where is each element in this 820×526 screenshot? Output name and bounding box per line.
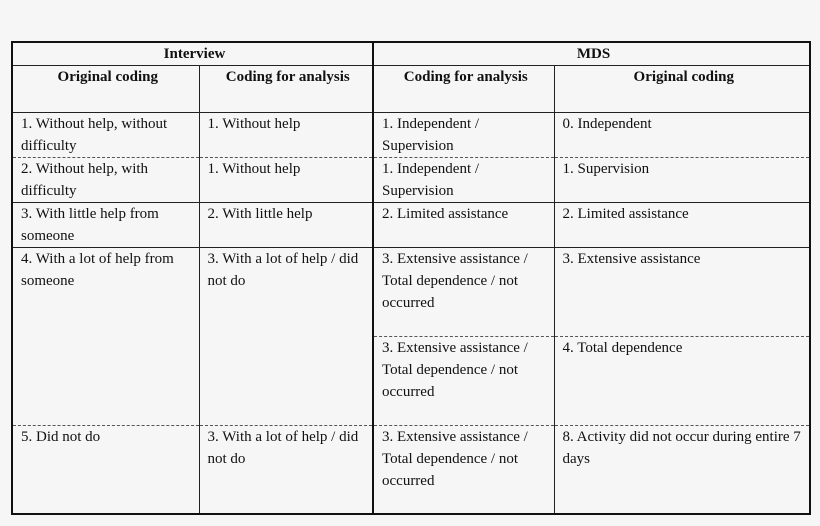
cell-mds-original: 1. Supervision bbox=[554, 158, 810, 203]
table-row bbox=[12, 426, 810, 514]
cell-interview-original: 4. With a lot of help from someone bbox=[12, 248, 199, 426]
table-row bbox=[12, 203, 810, 248]
header-column-row bbox=[12, 66, 810, 113]
interview-group-header: Interview bbox=[12, 42, 373, 66]
mds-original-coding-header: Original coding bbox=[633, 69, 734, 85]
cell-interview-original: 1. Without help, without difficulty bbox=[12, 113, 199, 158]
interview-original-coding-header: Original coding bbox=[12, 66, 199, 113]
mds-coding-for-analysis-header: Coding for analysis bbox=[373, 66, 554, 113]
interview-coding-for-analysis-header: Coding for analysis bbox=[199, 66, 373, 113]
cell-interview-original: 3. With little help from someone bbox=[12, 203, 199, 248]
coding-comparison-table bbox=[11, 41, 811, 515]
cell-mds-original: 2. Limited assistance bbox=[554, 203, 810, 248]
table-row bbox=[12, 113, 810, 158]
table-row bbox=[12, 158, 810, 203]
cell-interview-analysis: 3. With a lot of help / did not do bbox=[199, 426, 373, 514]
cell-mds-analysis: 1. Independent / Supervision bbox=[373, 158, 554, 203]
header-group-row bbox=[12, 42, 810, 66]
cell-mds-analysis: 3. Extensive assistance / Total dependence / not occurred bbox=[373, 248, 554, 337]
cell-interview-original: 2. Without help, with difficulty bbox=[12, 158, 199, 203]
cell-interview-analysis: 3. With a lot of help / did not do bbox=[199, 248, 373, 426]
mds-group-header: MDS bbox=[373, 42, 810, 66]
table-row bbox=[12, 248, 810, 337]
cell-interview-analysis: 1. Without help bbox=[199, 158, 373, 203]
cell-mds-original: 8. Activity did not occur during entire 7 days bbox=[554, 426, 810, 514]
cell-interview-analysis: 2. With little help bbox=[199, 203, 373, 248]
cell-mds-analysis: 2. Limited assistance bbox=[373, 203, 554, 248]
cell-mds-original: 3. Extensive assistance bbox=[554, 248, 810, 337]
cell-mds-analysis: 3. Extensive assistance / Total dependence / not occurred bbox=[373, 426, 554, 514]
cell-interview-original: 5. Did not do bbox=[12, 426, 199, 514]
cell-interview-analysis: 1. Without help bbox=[199, 113, 373, 158]
cell-mds-analysis: 1. Independent / Supervision bbox=[373, 113, 554, 158]
cell-mds-original: 4. Total dependence bbox=[554, 337, 810, 426]
cell-mds-original: 0. Independent bbox=[554, 113, 810, 158]
cell-mds-analysis: 3. Extensive assistance / Total dependence / not occurred bbox=[373, 337, 554, 426]
